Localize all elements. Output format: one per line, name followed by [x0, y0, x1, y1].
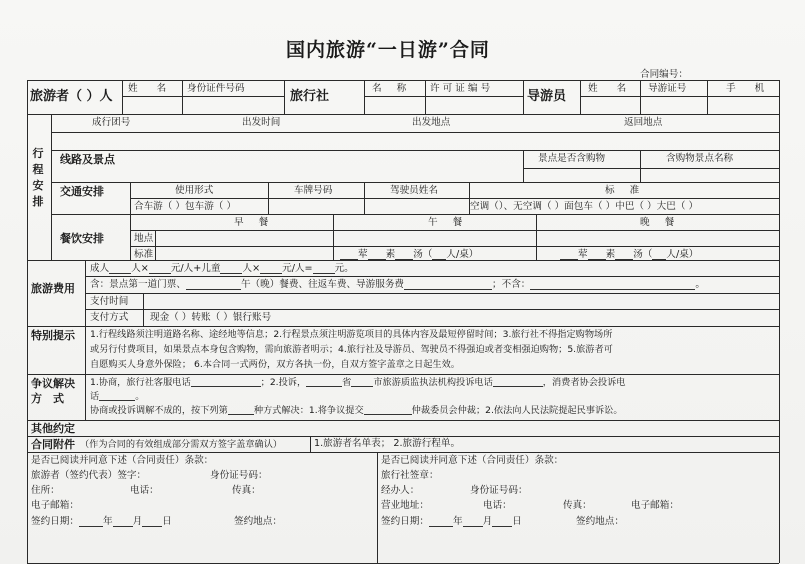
itin-v-sub — [130, 182, 131, 260]
pay-method-label: 支付方式 — [90, 312, 129, 323]
fee-line-included: 含：景点第一道门票、 午（晚）餐费、往返车费、导游服务费 ；不含： 。 — [90, 279, 705, 290]
notice-line-end — [27, 374, 779, 375]
notice-v — [85, 326, 86, 374]
sign-left-place: 签约地点： — [234, 516, 282, 527]
hdr-v5 — [425, 80, 426, 114]
notice-label: 特别提示 — [31, 329, 75, 342]
sign-right-date: 签约日期： 年 月 日 — [381, 516, 522, 527]
fee-line-2 — [85, 293, 779, 294]
hdr-v6 — [523, 80, 524, 114]
hdr-subline-1 — [122, 96, 284, 97]
sign-left-date: 签约日期： 年 月 日 — [31, 516, 172, 527]
page-title: 国内旅游“一日游”合同 — [286, 39, 490, 61]
attach-note: （作为合同的有效组成部分需双方签字盖章确认） — [80, 439, 283, 450]
hdr-subline-3 — [580, 96, 779, 97]
meal-place-label: 地点 — [134, 233, 154, 244]
notice-line-2: 或另行付费项目，如果景点本身包含购物，需向旅游者明示；4.旅行社及导游员、驾驶员不得强迫或者变相强迫购物；5.旅游者可 — [90, 344, 613, 355]
table-top-border — [27, 80, 779, 81]
itin-v-left — [51, 114, 52, 260]
attach-label: 合同附件 — [31, 438, 75, 451]
fee-label: 旅游费用 — [31, 282, 75, 295]
hdr-license-no: 许 可 证 编 号 — [430, 83, 491, 94]
fee-line-3 — [85, 309, 779, 310]
dispute-label-2: 方 式 — [31, 392, 64, 405]
sign-left-fax: 传真： — [232, 485, 261, 496]
hdr-subline-2 — [364, 96, 523, 97]
itin-v-trans2 — [364, 182, 365, 214]
usage-options: 合车游（ ）包车游（ ） — [134, 201, 237, 212]
itin-line-4 — [51, 182, 779, 183]
meal-std-label: 标准 — [134, 249, 154, 260]
itin-v-trans1 — [268, 182, 269, 214]
itin-line-end — [27, 260, 779, 261]
itinerary-label: 行程安排 — [32, 147, 44, 208]
hdr-agency-name: 名 称 — [372, 83, 413, 94]
has-shopping-label: 景点是否含购物 — [538, 153, 606, 164]
dispute-v — [85, 374, 86, 420]
dinner-standard: 荤 素 汤（ 人/桌） — [560, 250, 698, 260]
itin-line-2 — [51, 150, 779, 151]
table-right-border — [779, 80, 780, 563]
standard-label: 标 准 — [605, 185, 646, 196]
dispute-line-3: 协商或投诉调解不成的，按下列第 种方式解决：1.将争议提交 仲裁委员会仲裁；2.依法向人民法院提起民事诉讼。 — [90, 405, 623, 416]
itin-v-meal2 — [536, 214, 537, 260]
notice-line-3: 自愿购买人身意外保险； 6.本合同一式两份，双方各执一份，自双方签字盖章之日起生效。 — [90, 359, 460, 370]
fee-line-end — [27, 326, 779, 327]
pay-time-label: 支付时间 — [90, 296, 129, 307]
sign-left-question: 是否已阅读并同意下述（合同责任）条款： — [31, 455, 214, 466]
lunch-standard: 荤 素 汤（ 人/桌） — [340, 250, 478, 260]
itin-line-3 — [523, 168, 779, 169]
depart-place-label: 出发地点 — [412, 117, 451, 128]
hdr-v2 — [182, 80, 183, 114]
contract-no-label: 合同编号： — [640, 69, 688, 80]
hdr-agency: 旅行社 — [290, 89, 330, 104]
row-line-header — [27, 114, 779, 115]
sign-left-addr: 住所： — [31, 485, 60, 496]
breakfast-label: 早 餐 — [234, 217, 275, 228]
attach-items: 1.旅游者名单表； 2.旅游行程单。 — [314, 438, 461, 449]
sign-right-bizaddr: 营业地址： — [381, 500, 429, 511]
pay-options: 现金（ ）转账（ ）银行账号 — [150, 312, 272, 323]
hdr-mobile: 手 机 — [726, 83, 773, 94]
attach-v — [310, 436, 311, 452]
itin-v-meal3 — [155, 230, 156, 260]
itin-line-8 — [130, 246, 779, 247]
hdr-v8 — [640, 80, 641, 114]
dispute-line-end — [27, 420, 779, 421]
route-label: 线路及景点 — [60, 153, 115, 166]
sign-right-seal: 旅行社签章： — [381, 470, 439, 481]
shopping-name-label: 含购物景点名称 — [666, 153, 734, 164]
table-left-border — [27, 80, 28, 563]
sign-right-fax: 传真： — [563, 500, 592, 511]
sign-left-rep: 旅游者（签约代表）签字： — [31, 470, 147, 481]
itin-v-shop2 — [640, 150, 641, 182]
dispute-line-2: 话 。 — [90, 391, 145, 402]
other-label: 其他约定 — [31, 422, 75, 435]
hdr-v1 — [122, 80, 123, 114]
lunch-label: 午 餐 — [428, 217, 469, 228]
usage-label: 使用形式 — [175, 185, 214, 196]
sign-right-handler: 经办人： — [381, 485, 420, 496]
other-line-end — [27, 436, 779, 437]
hdr-v3 — [284, 80, 285, 114]
transport-label: 交通安排 — [60, 185, 104, 198]
dispute-label-1: 争议解决 — [31, 377, 75, 390]
itin-v-meal1 — [333, 214, 334, 260]
standard-options: 空调（）、无空调（ ）面包车（ ）中巴（ ）大巴（ ） — [470, 201, 699, 212]
sign-right-email: 电子邮箱： — [631, 500, 679, 511]
sign-right-idno: 身份证号码： — [470, 485, 528, 496]
dispute-line-1: 1.协商，旅行社客服电话 ；2.投诉， 省 市旅游质监执法机构投诉电话 ，消费者协会投诉电 — [90, 377, 626, 388]
hdr-guide: 导游员 — [527, 89, 567, 104]
fee-line-1 — [85, 276, 779, 277]
hdr-guide-cert: 导游证号 — [648, 83, 687, 94]
fee-v-inner — [143, 293, 144, 326]
depart-time-label: 出发时间 — [242, 117, 281, 128]
group-no-label: 成行团号 — [92, 117, 131, 128]
sign-right-place: 签约地点： — [576, 516, 624, 527]
driver-label: 驾驶员姓名 — [390, 185, 438, 196]
hdr-guide-name: 姓 名 — [588, 83, 635, 94]
sign-right-tel: 电话： — [483, 500, 512, 511]
sign-left-idno: 身份证号码： — [210, 470, 268, 481]
dinner-label: 晚 餐 — [640, 217, 681, 228]
return-place-label: 返回地点 — [624, 117, 663, 128]
itin-line-1 — [51, 132, 779, 133]
sign-v — [377, 452, 378, 563]
itin-v-shop1 — [523, 150, 524, 182]
sign-left-email: 电子邮箱： — [31, 500, 79, 511]
attach-line-end — [27, 452, 779, 453]
sign-right-question: 是否已阅读并同意下述（合同责任）条款： — [381, 455, 564, 466]
hdr-v9 — [707, 80, 708, 114]
hdr-v4 — [364, 80, 365, 114]
itin-line-6 — [51, 214, 779, 215]
notice-line-1: 1.行程线路须注明道路名称、途经地等信息；2.行程景点须注明游览项目的具体内容及最短停留时间；3.旅行社不得指定购物场所 — [90, 329, 613, 340]
itin-line-7 — [130, 230, 779, 231]
itin-line-5 — [130, 198, 779, 199]
sign-left-tel: 电话： — [130, 485, 159, 496]
tourist-count-label: 旅游者（ ）人 — [30, 89, 113, 104]
plate-label: 车牌号码 — [294, 185, 333, 196]
hdr-v7 — [580, 80, 581, 114]
meals-label: 餐饮安排 — [60, 232, 104, 245]
fee-line-adult-child: 成人 人× 元/人+儿童 人× 元/人= 元。 — [90, 263, 354, 274]
hdr-name: 姓 名 — [128, 83, 175, 94]
hdr-id-no: 身份证件号码 — [187, 83, 245, 94]
